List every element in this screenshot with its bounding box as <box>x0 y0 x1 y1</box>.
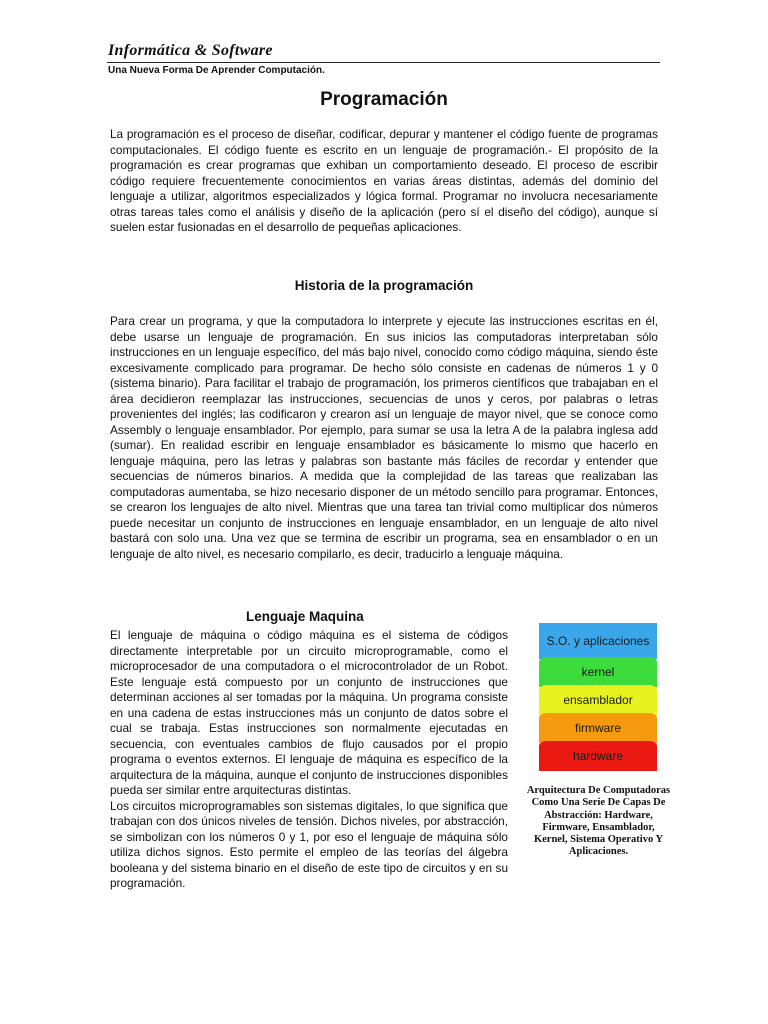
historia-heading: Historia de la programación <box>294 278 474 293</box>
layer-assembler: ensamblador <box>539 685 657 715</box>
header-subtitle: Una Nueva Forma De Aprender Computación. <box>108 65 325 76</box>
maquina-paragraph-2: Los circuitos microprogramables son sistemas digitales, lo que significa que trabajan con dos únicos niveles de tensión. Dichos niveles, por abstracción, se simbolizan con los números 0 y 1, por eso el lenguaje de máquina sólo utiliza dichos signos. Esto permite el empleo de las teorías del álgebra booleana y del sistema binario en el diseño de este tipo de circuitos y en su programación. <box>110 798 508 890</box>
layer-hardware: hardware <box>539 741 657 771</box>
header-title: Informática & Software <box>108 42 273 59</box>
layer-os-applications: S.O. y aplicaciones <box>539 623 657 659</box>
intro-paragraph: La programación es el proceso de diseñar, codificar, depurar y mantener el código fuente de programas computacionales. El código fuente es escrito en un lenguaje de programación.- El propósito de la programación es crear programas que exhiban un comportamiento deseado. El proceso de escribir código requiere frecuentemente conocimientos en varias áreas distintas, además del dominio del lenguaje a utilizar, algoritmos especializados y lógica formal. Programar no involucra necesariamente otras tareas tales como el análisis y diseño de la aplicación (pero sí el diseño del código), aunque sí suelen estar fusionadas en el desarrollo de pequeñas aplicaciones. <box>110 127 658 234</box>
page-title: Programación <box>320 89 448 110</box>
maquina-text <box>110 628 508 892</box>
maquina-paragraph-1: El lenguaje de máquina o código máquina es el sistema de códigos directamente interpretable por un circuito microprogramable, como el microprocesador de una computadora o el microcontrolador de un Robot. Este lenguaje está compuesto por un conjunto de instrucciones que determinan acciones al ser tomadas por la máquina. Un programa consiste en una cadena de estas instrucciones más un conjunto de datos sobre el cual se trabaja. Estas instrucciones son normalmente ejecutadas en secuencia, con eventuales cambios de flujo causados por el propio programa o eventos externos. El lenguaje de máquina es específico de la arquitectura de la máquina, aunque el conjunto de instrucciones disponibles pueda ser similar entre arquitecturas distintas. <box>110 628 508 797</box>
layer-firmware: firmware <box>539 713 657 743</box>
header-divider <box>107 62 660 63</box>
architecture-diagram <box>539 623 657 771</box>
maquina-heading: Lenguaje Maquina <box>246 609 364 624</box>
diagram-caption: Arquitectura De Computadoras Como Una Serie De Capas De Abstracción: Hardware, Firmware, Ensamblador, Kernel, Sistema Operativo Y Aplicaciones. <box>526 785 671 858</box>
layer-kernel: kernel <box>539 657 657 687</box>
historia-paragraph: Para crear un programa, y que la computadora lo interprete y ejecute las instrucciones escritas en él, debe usarse un lenguaje de programación. En sus inicios las computadoras interpretaban sólo instrucciones en un lenguaje específico, del más bajo nivel, conocido como código máquina, siendo éste excesivamente complicado para programar. De hecho sólo consiste en cadenas de números 1 y 0 (sistema binario). Para facilitar el trabajo de programación, los primeros científicos que trabajaban en el área decidieron reemplazar las instrucciones, secuencias de unos y ceros, por palabras o letras provenientes del inglés; las codificaron y crearon así un lenguaje de mayor nivel, que se conoce como Assembly o lenguaje ensamblador. Por ejemplo, para sumar se usa la letra A de la palabra inglesa add (sumar). En realidad escribir en lenguaje ensamblador es básicamente lo mismo que hacerlo en lenguaje máquina, pero las letras y palabras son bastante más fáciles de recordar y entender que secuencias de números binarios. A medida que la complejidad de las tareas que realizaban las computadoras aumentaba, se hizo necesario disponer de un método sencillo para programar. Entonces, se crearon los lenguajes de alto nivel. Mientras que una tarea tan trivial como multiplicar dos números puede necesitar un conjunto de instrucciones en lenguaje ensamblador, en un lenguaje de alto nivel bastará con solo una. Una vez que se termina de escribir un programa, sea en ensamblador o en un lenguaje de alto nivel, es necesario compilarlo, es decir, traducirlo a lenguaje máquina. <box>110 314 658 561</box>
